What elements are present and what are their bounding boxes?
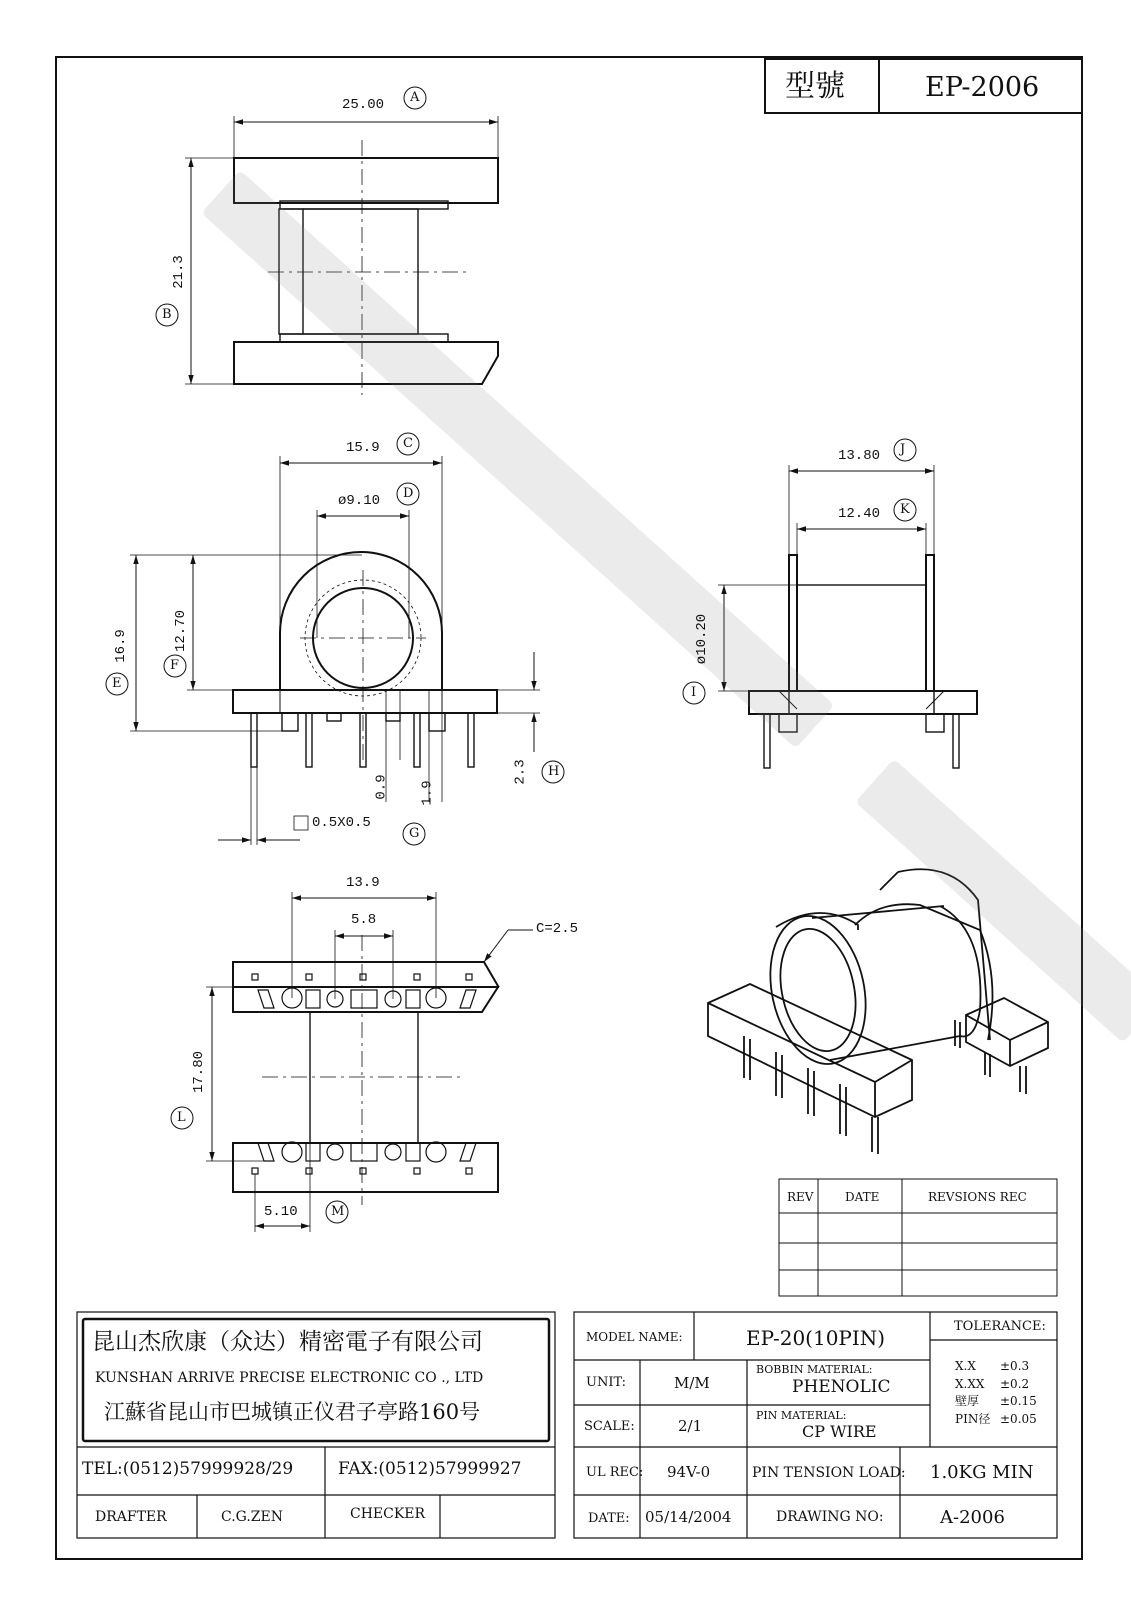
drafter-label: DRAFTER xyxy=(95,1509,167,1525)
dim-i-value: ø10.20 xyxy=(694,613,711,665)
tolerance-val-0: ±0.3 xyxy=(1000,1359,1030,1373)
dim-b-value: 21.3 xyxy=(170,255,187,289)
checker-label: CHECKER xyxy=(350,1506,426,1522)
dim-j-value: 13.80 xyxy=(838,448,881,464)
dim-b-letter: B xyxy=(162,307,172,322)
revision-col-rev: REV xyxy=(787,1190,814,1204)
dim-e-value: 16.9 xyxy=(112,629,129,663)
model-name-label: MODEL NAME: xyxy=(586,1330,683,1344)
dim-top-width-value: 13.9 xyxy=(346,875,380,891)
revision-col-revisions: REVSIONS REC xyxy=(928,1190,1027,1204)
dim-pin-a-value: 0.9 xyxy=(373,774,390,800)
dim-h-value: 2.3 xyxy=(512,759,529,785)
drafter-name: C.G.ZEN xyxy=(221,1509,283,1525)
dim-top-center-value: 5.8 xyxy=(351,912,377,928)
dim-a-letter: A xyxy=(410,90,420,105)
company-fax: FAX:(0512)57999927 xyxy=(338,1459,522,1479)
model-value: EP-2006 xyxy=(925,72,1040,103)
date-label: DATE: xyxy=(588,1511,630,1526)
dim-a-value: 25.00 xyxy=(342,97,385,113)
tolerance-key-2: 壁厚 xyxy=(955,1394,980,1408)
dim-d-value: ø9.10 xyxy=(338,493,381,509)
dim-d-letter: D xyxy=(403,486,414,501)
tolerance-label: TOLERANCE: xyxy=(954,1319,1046,1334)
drawing-no-value: A-2006 xyxy=(940,1507,1005,1528)
watermark-graphic xyxy=(201,170,1131,1043)
model-name-value: EP-20(10PIN) xyxy=(746,1326,886,1350)
tolerance-val-3: ±0.05 xyxy=(1000,1412,1037,1426)
dim-g-value: 0.5X0.5 xyxy=(312,815,371,831)
tolerance-key-1: X.XX xyxy=(955,1377,985,1391)
tolerance-val-2: ±0.15 xyxy=(1000,1394,1037,1408)
dim-k-value: 12.40 xyxy=(838,506,881,522)
company-address: 江蘇省昆山市巴城镇正仪君子亭路160号 xyxy=(104,1400,481,1424)
date-value: 05/14/2004 xyxy=(645,1508,732,1526)
dim-f-value: 12.70 xyxy=(173,609,190,653)
bobbin-label: BOBBIN MATERIAL: xyxy=(756,1363,873,1376)
ul-label: UL REC: xyxy=(586,1465,644,1480)
company-tel: TEL:(0512)57999928/29 xyxy=(82,1459,294,1479)
tolerance-key-0: X.X xyxy=(955,1359,976,1373)
dim-m-letter: M xyxy=(331,1204,345,1219)
scale-value: 2/1 xyxy=(678,1417,703,1435)
dim-j-letter: J xyxy=(900,442,906,457)
dim-c-value: 15.9 xyxy=(346,440,380,456)
company-name-en: KUNSHAN ARRIVE PRECISE ELECTRONIC CO ., LTD xyxy=(95,1370,484,1386)
dim-m-value: 5.10 xyxy=(264,1204,298,1220)
pin-material-value: CP WIRE xyxy=(802,1422,877,1441)
company-name-cn: 昆山杰欣康（众达）精密電子有限公司 xyxy=(92,1329,483,1355)
unit-value: M/M xyxy=(674,1374,710,1392)
scale-label: SCALE: xyxy=(584,1419,635,1434)
dim-c-letter: C xyxy=(403,436,413,451)
dim-pin-b-value: 1.9 xyxy=(419,780,436,806)
dim-i-letter: I xyxy=(691,685,697,700)
dim-f-letter: F xyxy=(170,658,180,673)
dim-l-value: 17.80 xyxy=(191,1050,208,1094)
dim-g-letter: G xyxy=(409,826,420,841)
tolerance-val-1: ±0.2 xyxy=(1000,1377,1030,1391)
ul-value: 94V-0 xyxy=(667,1463,711,1481)
dim-chamfer-value: C=2.5 xyxy=(536,921,579,937)
revision-col-date: DATE xyxy=(845,1190,880,1204)
dim-e-letter: E xyxy=(112,676,122,691)
tension-value: 1.0KG MIN xyxy=(930,1462,1034,1483)
tension-label: PIN TENSION LOAD: xyxy=(752,1465,906,1481)
dim-h-letter: H xyxy=(548,764,560,779)
dim-l-letter: L xyxy=(177,1110,186,1125)
dim-k-letter: K xyxy=(900,502,910,517)
unit-label: UNIT: xyxy=(586,1375,627,1390)
tolerance-key-3: PIN径 xyxy=(955,1412,991,1426)
drawing-no-label: DRAWING NO: xyxy=(776,1509,884,1525)
bobbin-value: PHENOLIC xyxy=(792,1377,891,1397)
pin-material-label: PIN MATERIAL: xyxy=(756,1409,847,1422)
model-label: 型號 xyxy=(785,69,845,104)
